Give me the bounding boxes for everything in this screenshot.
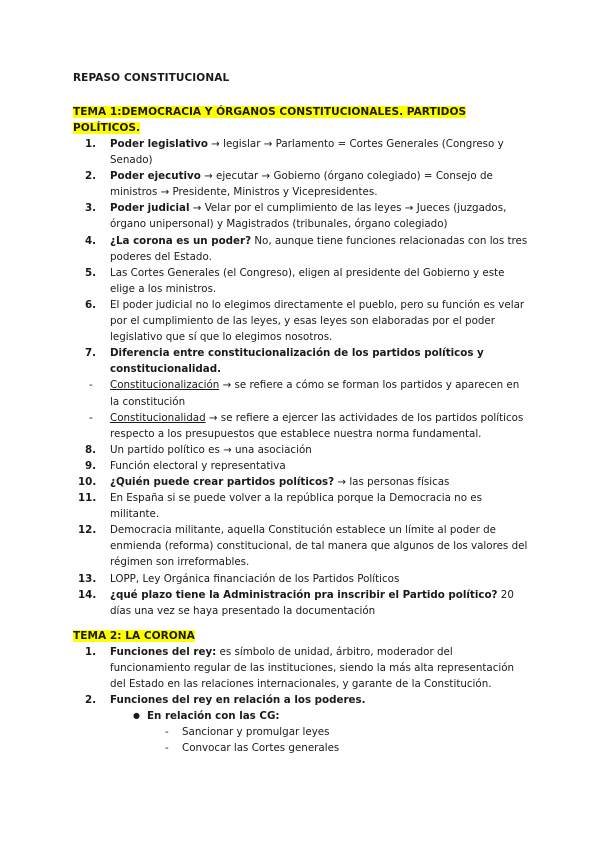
item-bold-text: Funciones del rey en relación a los poderes. <box>110 694 366 707</box>
section-heading <box>73 628 528 644</box>
item-number: 1. <box>85 138 97 150</box>
dash-marker: - <box>165 726 169 739</box>
bullet-icon: ● <box>133 711 140 721</box>
item-text: → se refiere a cómo se forman los partidos y aparecen en la constitución <box>110 379 520 408</box>
item-bold-text: Poder legislativo <box>110 138 208 150</box>
list-item <box>73 644 528 692</box>
item-number: 2. <box>85 170 97 183</box>
highlighted-heading: TEMA 1:DEMOCRACIA Y ÓRGANOS CONSTITUCIONALES. PARTIDOS POLÍTICOS. <box>73 106 467 134</box>
item-number: 2. <box>85 694 97 707</box>
list-item <box>73 265 528 297</box>
item-bold-text: Poder ejecutivo <box>110 170 201 183</box>
sub-bullet-item <box>73 708 528 724</box>
item-text: El poder judicial no lo elegimos directamente el pueblo, pero su función es velar por el cumplimiento de las leyes, y esas leyes son elaboradas por el poder legislativo que sí que lo elegimos nosotros. <box>110 298 525 344</box>
item-bold-text: ¿Quién puede crear partidos políticos? <box>110 475 335 488</box>
item-text: LOPP, Ley Orgánica financiación de los Partidos Políticos <box>110 572 400 585</box>
item-underlined-term: Constitucionalización <box>110 379 220 392</box>
item-number: 8. <box>85 443 97 456</box>
list-item <box>73 168 528 200</box>
item-number: - <box>89 379 93 392</box>
item-text: → legislar → Parlamento = Cortes Generales (Congreso y Senado) <box>110 138 504 167</box>
item-text: → se refiere a ejercer las actividades de los partidos políticos respecto a los presupuestos que establece nuestra norma fundamental. <box>110 411 524 440</box>
list-item <box>73 297 528 345</box>
section-heading <box>73 104 528 136</box>
item-number: 1. <box>85 646 97 658</box>
dash-item <box>73 377 528 409</box>
item-number: 5. <box>85 266 97 279</box>
item-number: 6. <box>85 298 97 311</box>
list-item <box>73 136 528 168</box>
dash-marker: - <box>165 742 169 755</box>
highlighted-heading: TEMA 2: LA CORONA <box>73 630 195 642</box>
item-number: 11. <box>78 492 97 505</box>
list-item <box>73 587 528 619</box>
item-text: → ejecutar → Gobierno (órgano colegiado) = Consejo de ministros → Presidente, Ministros y Vicepresidentes. <box>110 170 493 199</box>
item-number: 9. <box>85 459 97 472</box>
item-text: No, aunque tiene funciones relacionadas con los tres poderes del Estado. <box>110 234 528 263</box>
item-bold-text: ¿qué plazo tiene la Administración pra inscribir el Partido político? <box>110 588 498 601</box>
section-tema1 <box>73 104 528 619</box>
list-item <box>73 474 528 490</box>
item-text: Un partido político es → una asociación <box>110 443 312 456</box>
item-underlined-term: Constitucionalidad <box>110 411 206 424</box>
item-number: 12. <box>78 524 97 537</box>
item-text: Democracia militante, aquella Constitución establece un límite al poder de enmienda (reforma) constitucional, de tal manera que algunos de los valores del régimen son irreformables. <box>110 524 528 569</box>
document-title: REPASO CONSTITUCIONAL <box>73 72 230 84</box>
item-text: En España si se puede volver a la república porque la Democracia no es militante. <box>110 492 482 521</box>
list-item <box>73 692 528 708</box>
item-text: es símbolo de unidad, árbitro, moderador del funcionamiento regular de las instituciones, siendo la más alta representación del Estado en las relaciones internacionales, y garante de la Constitución. <box>110 646 515 691</box>
list-item <box>73 442 528 458</box>
item-bold-text: Funciones del rey: <box>110 646 217 658</box>
item-number: 4. <box>85 234 97 247</box>
item-bold-text: ¿La corona es un poder? <box>110 234 252 247</box>
list-item <box>73 490 528 522</box>
item-number: 3. <box>85 202 97 215</box>
list-item <box>73 345 528 377</box>
sub-dash-label: Sancionar y promulgar leyes <box>182 726 330 739</box>
item-number: 7. <box>85 347 97 360</box>
item-text: 20 días una vez se haya presentado la documentación <box>110 588 514 617</box>
item-text: Función electoral y representativa <box>110 459 286 472</box>
sub-bullet-label: En relación con las CG: <box>147 710 280 723</box>
sub-dash-label: Convocar las Cortes generales <box>182 742 340 755</box>
item-text: → las personas físicas <box>334 475 450 488</box>
list-item <box>73 571 528 587</box>
item-text: → Velar por el cumplimiento de las leyes → Jueces (juzgados, órgano unipersonal) y Magistrados (tribunales, órgano colegiado) <box>110 202 507 231</box>
item-number: 14. <box>78 588 97 601</box>
item-number: 13. <box>78 572 97 585</box>
tema2-list <box>73 644 528 708</box>
item-bold-text: Diferencia entre constitucionalización de los partidos políticos y constitucionalidad. <box>110 347 484 376</box>
item-text: Las Cortes Generales (el Congreso), eligen al presidente del Gobierno y este elige a los ministros. <box>110 266 505 295</box>
tema1-list <box>73 136 528 619</box>
list-item <box>73 522 528 570</box>
list-item <box>73 200 528 232</box>
item-bold-text: Poder judicial <box>110 202 190 215</box>
sub-dash-item <box>73 740 528 756</box>
list-item <box>73 458 528 474</box>
dash-item <box>73 410 528 442</box>
sub-dash-item <box>73 724 528 740</box>
item-number: - <box>89 411 93 424</box>
list-item <box>73 233 528 265</box>
item-number: 10. <box>78 475 97 488</box>
section-tema2 <box>73 628 528 756</box>
